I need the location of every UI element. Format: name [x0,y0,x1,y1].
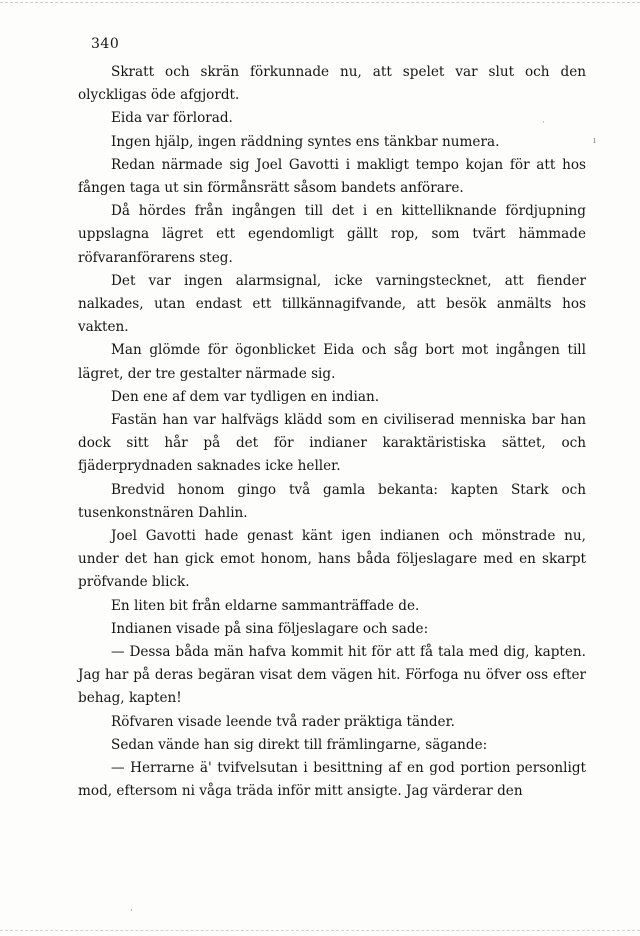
print-speck: · [542,118,545,128]
paragraph: — Dessa båda män hafva kommit hit för att få tala med dig, kapten. Jag har på deras begäran visat dem vägen hit. Förfoga nu öfver oss efter behag, kapten! [78,644,586,707]
paragraph: Indianen visade på sina följeslagare och sade: [111,620,429,637]
paragraph: — Herrarne ä' tvifvelsutan i besittning af en god portion personligt mod, eftersom ni våga träda inför mitt ansigte. Jag värderar den [78,760,586,800]
body-text [78,61,586,804]
paragraph: Skratt och skrän förkunnade nu, att spelet var slut och den olyckligas öde afgjordt. [78,64,586,104]
page-bottom-edge [0,930,640,931]
paragraph: Bredvid honom gingo två gamla bekanta: kapten Stark och tusenkonstnären Dahlin. [78,481,586,521]
paragraph: Då hördes från ingången till det i en kittelliknande fördjupning uppslagna lägret ett egendomligt gällt rop, som tvärt hämmade röfvaranförarens steg. [78,203,586,266]
paragraph: Redan närmade sig Joel Gavotti i makligt tempo kojan för att hos fången taga ut sin förmånsrätt såsom bandets anförare. [78,156,586,197]
paragraph: Sedan vände han sig direkt till främlingarne, sägande: [111,736,488,753]
paragraph: Röfvaren visade leende två rader präktiga tänder. [111,713,455,730]
page-top-edge [0,2,640,3]
paragraph: Man glömde för ögonblicket Eida och såg bort mot ingången till lägret, der tre gestalter närmade sig. [78,342,586,382]
paragraph: Eida var förlorad. [111,110,233,127]
paragraph: En liten bit från eldarne sammanträffade de. [111,597,420,614]
paragraph: Det var ingen alarmsignal, icke varningstecknet, att fiender nalkades, utan endast ett tillkännagifvande, att besök anmälts hos vakten. [78,272,586,336]
paragraph: Den ene af dem var tydligen en indian. [111,388,380,405]
paragraph: Fastän han var halfvägs klädd som en civiliserad menniska bar han dock sitt hår på det för indianer karaktäristiska sättet, och fjäderprydnaden saknades icke heller. [78,412,586,475]
print-speck: ı [593,136,596,146]
paragraph: Joel Gavotti hade genast känt igen indianen och mönstrade nu, under det han gick emot honom, hans båda följeslagare med en skarpt pröfvande blick. [78,528,586,591]
page-number: 340 [91,36,120,52]
print-speck: · [130,906,133,916]
paragraph: Ingen hjälp, ingen räddning syntes ens tänkbar numera. [111,133,500,150]
